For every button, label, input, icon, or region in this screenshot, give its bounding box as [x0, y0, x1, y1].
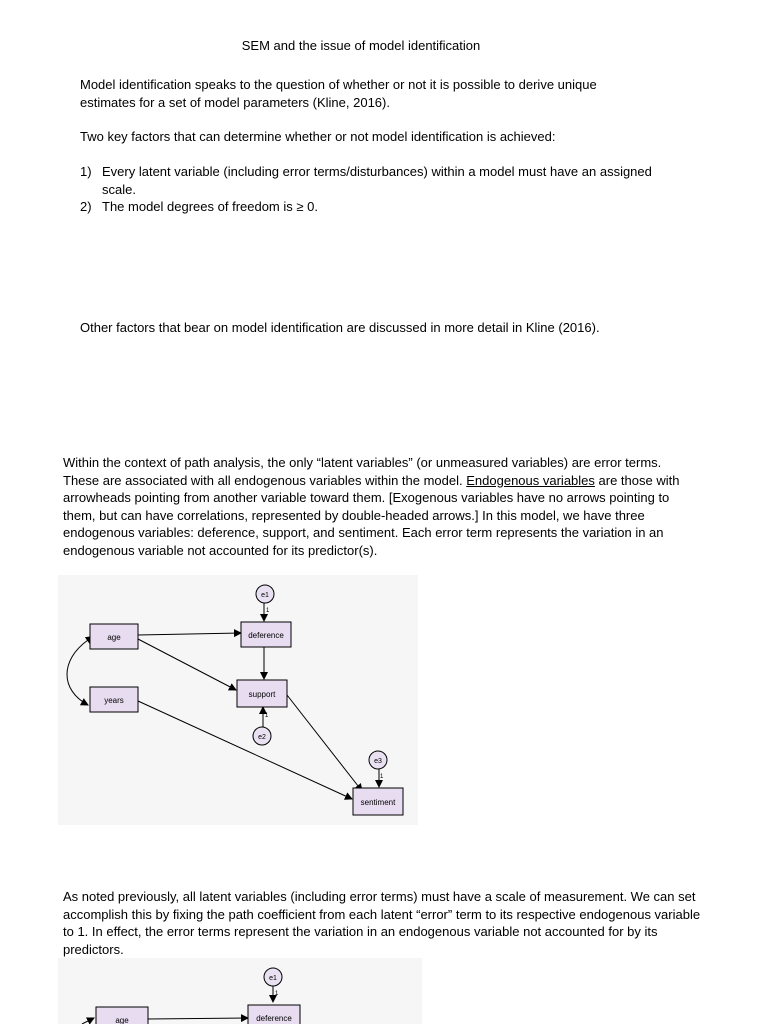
path-diagram — [58, 575, 418, 825]
factors-lead: Two key factors that can determine whether or not model identification is achieved: — [80, 129, 556, 144]
years-box — [90, 687, 138, 712]
list-item — [80, 163, 680, 198]
list-number: 2) — [80, 199, 92, 214]
endogenous-term: Endogenous variables — [466, 472, 595, 488]
support-label: support — [248, 690, 276, 699]
support-box — [237, 680, 287, 707]
sentiment-label: sentiment — [360, 798, 396, 807]
e1-fixed-path-label: 1 — [266, 608, 270, 614]
deference-label: deference — [256, 1014, 292, 1023]
deference-box — [248, 1005, 300, 1024]
age-box — [90, 624, 138, 649]
e2-circle — [253, 727, 271, 745]
e3-circle — [369, 751, 387, 769]
intro-paragraph: Model identification speaks to the question of whether or not it is possible to derive unique estimates for a set of model parameters (Kline, 2016). — [80, 77, 597, 110]
age-label: age — [115, 1016, 129, 1024]
age-box — [96, 1007, 148, 1024]
path-age-support — [138, 639, 236, 690]
path-diagram-2-svg — [58, 958, 422, 1024]
path-diagram-svg — [58, 575, 418, 825]
path-para-part1: Within the context of path analysis, the only “latent variables” (or unmeasured variables) are error terms. These are associated with all endogenous variables within the model. — [63, 455, 662, 488]
correlation-arrow-head — [82, 1018, 94, 1024]
e1-fixed-path-label: 1 — [275, 991, 279, 997]
sentiment-box — [353, 788, 403, 815]
factors-list — [80, 163, 680, 216]
list-item — [80, 198, 680, 216]
age-label: age — [107, 633, 121, 642]
e1-label: e1 — [261, 592, 269, 599]
page-title: SEM and the issue of model identification — [241, 38, 481, 53]
correlation-age-years — [67, 640, 88, 705]
e1-circle — [264, 968, 282, 986]
deference-label: deference — [248, 631, 284, 640]
e1-circle — [256, 585, 274, 603]
years-label: years — [104, 696, 124, 705]
path-age-deference — [138, 633, 241, 635]
list-number: 1) — [80, 164, 92, 179]
e2-fixed-path-label: 1 — [265, 713, 269, 719]
e2-label: e2 — [258, 734, 266, 741]
e3-label: e3 — [374, 758, 382, 765]
list-text: The model degrees of freedom is ≥ 0. — [102, 199, 318, 214]
list-text: Every latent variable (including error terms/disturbances) within a model must have an assigned scale. — [102, 164, 652, 197]
path-analysis-paragraph — [63, 454, 693, 559]
path-support-sentiment — [287, 695, 362, 791]
e1-label: e1 — [269, 975, 277, 982]
path-para-part2: are those with arrowheads pointing from another variable toward them. [Exogenous variables have no arrows pointing to them, but can have correlations, represented by double-headed arrows.] In this model, we have three endogenous variables: deference, support, and sentiment. Each error term represents the variation in an endogenous variable not accounted for its predictor(s). — [63, 472, 680, 558]
other-factors-paragraph: Other factors that bear on model identification are discussed in more detail in Kline (2016). — [80, 320, 600, 335]
path-years-sentiment — [138, 701, 352, 799]
path-age-deference — [148, 1018, 248, 1019]
deference-box — [241, 622, 291, 647]
e3-fixed-path-label: 1 — [380, 774, 384, 780]
path-diagram-2 — [58, 958, 422, 1024]
scale-paragraph: As noted previously, all latent variables (including error terms) must have a scale of measurement. We can set accomplish this by fixing the path coefficient from each latent “error” term to its respective endogenous variable to 1. In effect, the error terms represent the variation in an endogenous variable not accounted for by its predictors. — [63, 889, 701, 957]
